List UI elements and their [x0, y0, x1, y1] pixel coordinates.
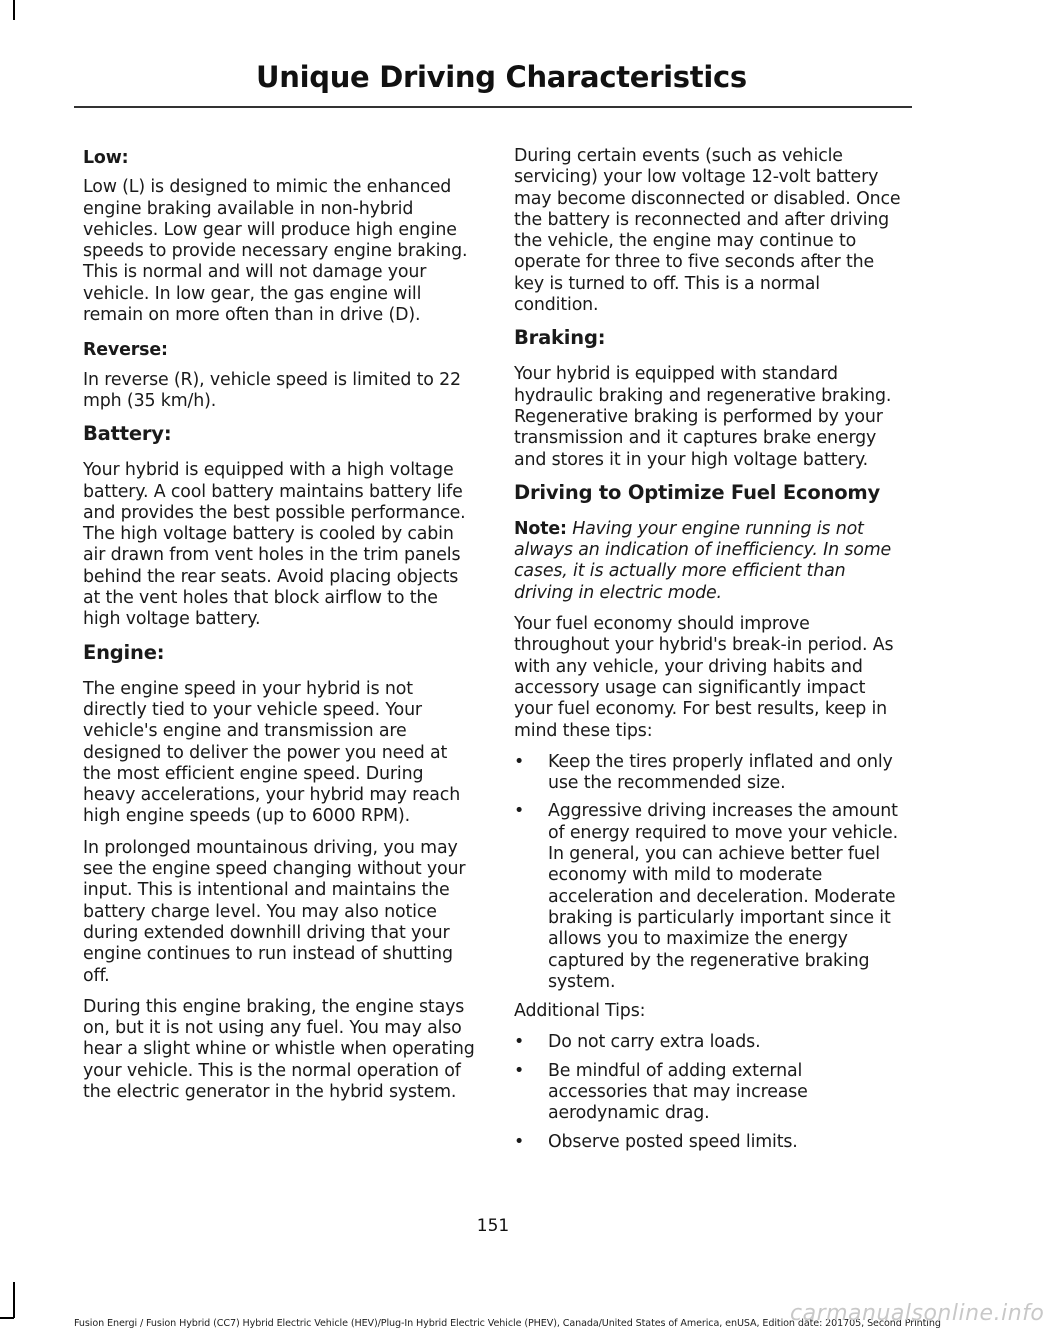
- battery-paragraph: Your hybrid is equipped with a high voltage battery. A cool battery maintains battery life and provides the best possible performance. The high voltage battery is cooled by cabin air drawn from vent holes in the trim panels behind the rear seats. Avoid placing objects at the vent holes that block airflow to the high voltage battery.: [83, 460, 466, 630]
- engine-heading: Engine:: [83, 640, 165, 664]
- bullet-icon: •: [514, 1060, 525, 1081]
- low-heading: Low:: [83, 148, 129, 168]
- header-divider: [74, 106, 912, 108]
- tip-text: Keep the tires properly inflated and only use the recommended size.: [548, 751, 893, 794]
- additional-tips-label: Additional Tips:: [514, 1001, 646, 1022]
- crop-mark-bottom-left-h: [0, 1317, 14, 1319]
- note-label: Note:: [514, 518, 567, 539]
- battery-events-paragraph: During certain events (such as vehicle servicing) your low voltage 12-volt battery may become disconnected or disabled. Once the battery is reconnected and after driving the vehicle, the engine may continue to operate for three to five seconds after the key is turned to off. This is a normal condition.: [514, 146, 901, 316]
- braking-paragraph: Your hybrid is equipped with standard hydraulic braking and regenerative braking. Regenerative braking is performed by your transmission and it captures brake energy and stores it in your high voltage battery.: [514, 364, 892, 470]
- bullet-icon: •: [514, 1032, 525, 1053]
- engine-paragraph-3: During this engine braking, the engine stays on, but it is not using any fuel. You may also hear a slight whine or whistle when operating your vehicle. This is the normal operation of the electric generator in the hybrid system.: [83, 996, 475, 1102]
- page-title: Unique Driving Characteristics: [256, 60, 747, 94]
- bullet-icon: •: [514, 801, 525, 822]
- left-column: [83, 146, 475, 1113]
- braking-heading: Braking:: [514, 326, 606, 350]
- tips-list: [514, 752, 906, 993]
- tip-text: Be mindful of adding external accessories that may increase aerodynamic drag.: [548, 1060, 808, 1124]
- bullet-icon: •: [514, 751, 525, 772]
- list-item: [514, 1032, 906, 1053]
- battery-heading: Battery:: [83, 422, 172, 446]
- list-item: [514, 752, 906, 795]
- list-item: [514, 1132, 906, 1153]
- watermark: carmanualsonline.info: [790, 1301, 1044, 1326]
- bullet-icon: •: [514, 1131, 525, 1152]
- note-paragraph: [514, 519, 906, 604]
- list-item: [514, 801, 906, 993]
- crop-mark-top-left: [13, 0, 15, 20]
- engine-paragraph-2: In prolonged mountainous driving, you may see the engine speed changing without your input. This is intentional and maintains the battery charge level. You may also notice during extended downhill driving that your engine continues to run instead of shutting off.: [83, 837, 466, 986]
- footer-edition-text: Fusion Energi / Fusion Hybrid (CC7) Hybrid Electric Vehicle (HEV)/Plug-In Hybrid Electric Vehicle (PHEV), Canada/United States of America, enUSA, Edition date: 201705, Second Printing: [74, 1318, 941, 1329]
- additional-tips-list: [514, 1032, 906, 1152]
- tip-text: Observe posted speed limits.: [548, 1131, 798, 1152]
- low-paragraph: Low (L) is designed to mimic the enhanced engine braking available in non-hybrid vehicles. Low gear will produce high engine speeds to provide necessary engine braking. This is normal and will not damage your vehicle. In low gear, the gas engine will remain on more often than in drive (D).: [83, 177, 468, 326]
- engine-paragraph-1: The engine speed in your hybrid is not directly tied to your vehicle speed. Your vehicle's engine and transmission are designed to deliver the power you need at the most efficient engine speed. During heavy accelerations, your hybrid may reach high engine speeds (up to 6000 RPM).: [83, 678, 461, 827]
- reverse-paragraph: In reverse (R), vehicle speed is limited to 22 mph (35 km/h).: [83, 369, 461, 411]
- list-item: [514, 1061, 906, 1125]
- crop-mark-bottom-left: [13, 1282, 15, 1318]
- reverse-heading: Reverse:: [83, 340, 168, 361]
- tip-text: Do not carry extra loads.: [548, 1032, 761, 1053]
- right-column: [514, 146, 906, 1161]
- fuel-economy-paragraph: Your fuel economy should improve throughout your hybrid's break-in period. As with any vehicle, your driving habits and accessory usage can significantly impact your fuel economy. For best results, keep in mind these tips:: [514, 614, 894, 741]
- tip-text: Aggressive driving increases the amount of energy required to move your vehicle. In general, you can achieve better fuel economy with mild to moderate acceleration and deceleration. Moderate braking is particularly important since it allows you to maximize the energy captured by the regenerative braking system.: [548, 801, 898, 992]
- fuel-economy-heading: Driving to Optimize Fuel Economy: [514, 480, 881, 504]
- note-text: Having your engine running is not always an indication of inefficiency. In some cases, it is actually more efficient than driving in electric mode.: [514, 518, 892, 603]
- page-number: 151: [476, 1216, 510, 1236]
